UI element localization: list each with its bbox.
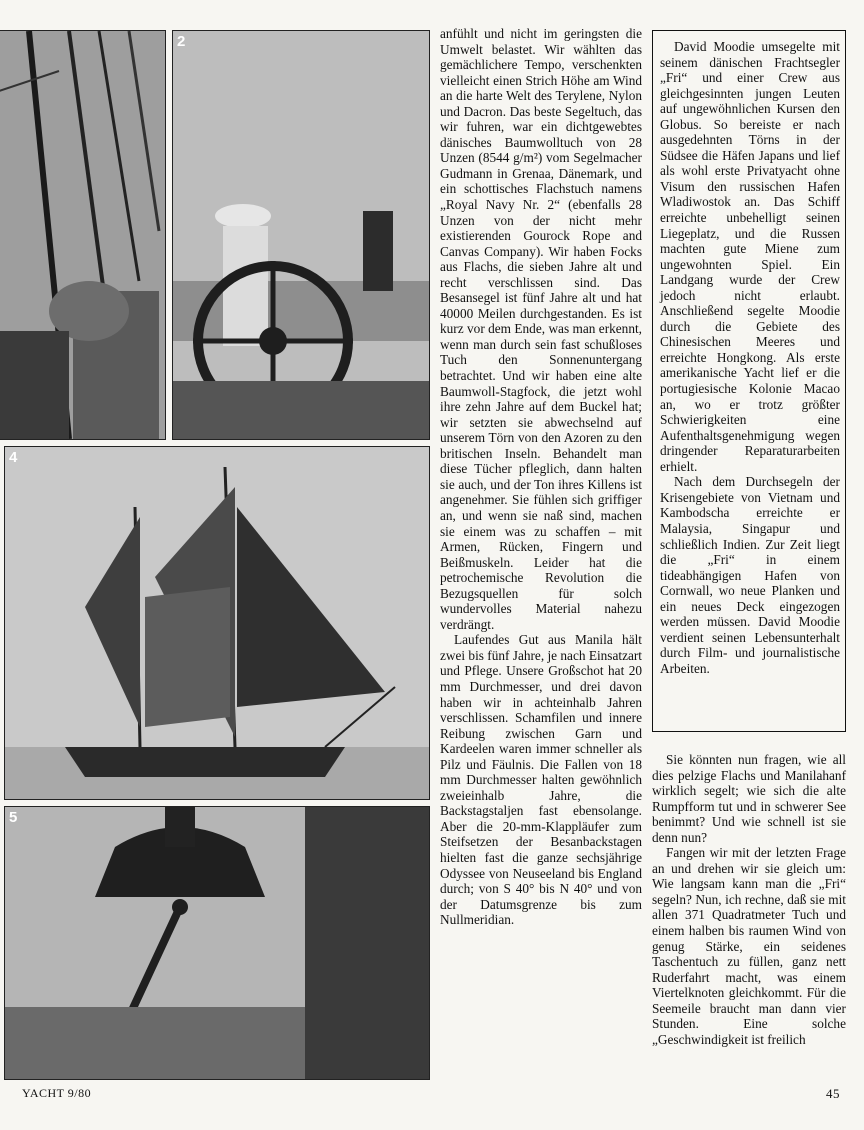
helmsman-illustration [173, 31, 429, 439]
photo-number: 2 [177, 33, 186, 50]
schooner-illustration [5, 447, 429, 799]
article-paragraph: anfühlt und nicht im geringsten die Umwelt belastet. Wir wählten das gemächlichere Tempo, verschenkten vielleicht einen Strich Höhe am Wind an die harte Welt des Terylene, Nylon und Dacron. Das beste Segeltuch, das wir fuhren, war ein dichtgewebtes dänisches Baumwolltuch von 28 Unzen (8544 g/m²) vom Segelmacher Gudmann in Grenaa, Dänemark, und ein schottisches Flachstuch namens „Royal Navy Nr. 2“ (ebenfalls 28 Unzen von der nicht mehr existierenden Gourock Rope and Canvas Company). Wir haben Focks aus Flachs, die sieben Jahre alt und recht verschlissen sind. Das Besansegel ist fünf Jahre alt und hat 40000 Meilen durchgestanden. Es ist kurz vor dem Ende, was man erkennt, wenn man durch sein fast schußloses Tuch den Sonnenuntergang betrachtet. Und wir haben eine alte Baumwoll-Stagfock, die jetzt wohl ihre zehn Jahre auf dem Buckel hat; wir setzten sie abwechselnd auf unserem Törn von den Azoren zu den britischen Inseln. Behandelt man diese Tücher pfleglich, dann halten sie auch, und der Ton ihres Killens ist angenehmer. Sie fühlen sich griffiger an, und wenn sie naß sind, machen sie einem was zu schaffen – mit Armen, Rücken, Fingern und Beißmuskeln. Leider hat die petrochemische Revolution die Bezugsquellen für solch wundervolles Material nahezu verdrängt. [440, 26, 642, 632]
photo-number: 4 [9, 449, 18, 466]
rigging-illustration [0, 31, 165, 439]
author-bio-box [652, 30, 846, 732]
photo-ships-bell [4, 806, 430, 1080]
article-paragraph: Laufendes Gut aus Manila hält zwei bis fünf Jahre, je nach Einsatzart und Pflege. Unsere Großschot hat 20 mm Durchmesser, und drei davon haben wir in achteinhalb Jahren verschlissen. Schamfilen und innere Reibung zwischen Garn und Kardeelen waren immer schneller als Pilz und Fäulnis. Die Fallen von 18 mm Durchmesser halten gewöhnlich zweieinhalb Jahre, die Backstagstaljen fast ebensolange. Aber die 20-mm-Klappläufer zum Steifsetzen der Besanbackstagen hielten fast die ganze sechsjährige Odyssee von Neuseeland bis England durch; von S 40° bis N 40° und von der Datumsgrenze bis zum Nullmeridian. [440, 632, 642, 928]
article-paragraph: Fangen wir mit der letzten Frage an und drehen wir sie gleich um: Wie langsam kann man die „Fri“ segeln? Nun, ich rechne, daß sie mit allen 371 Quadratmeter Tuch und einem halben bis raumen Wind von genug Stärke, ein seidenes Taschentuch zu füllen, ganz nett Ruderfahrt macht, was einem Viertelknoten gleichkommt. Für die Seemeile braucht man dann vier Stunden. Eine solche „Geschwindigkeit ist freilich [652, 845, 846, 1047]
author-bio-text [660, 39, 840, 676]
footer-page-number: 45 [826, 1086, 840, 1101]
footer-magazine: YACHT 9/80 [22, 1086, 92, 1100]
ships-bell-illustration [5, 807, 429, 1079]
article-column-middle [440, 26, 642, 928]
bio-paragraph: David Moodie umsegelte mit seinem dänischen Frachtsegler „Fri“ und einer Crew aus gleichgesinnten jungen Leuten auf ungewöhnlichen Kursen den Globus. So bereiste er nach ausgedehnten Törns in der Südsee die Häfen Japans und lief als wohl erste Privatyacht ohne Visum den russischen Hafen Wladiwostok an. Das Schiff erreichte unbehelligt seinen Liegeplatz, und die Russen machten gute Miene zum ungewohnten Spiel. Ein Landgang wurde der Crew jedoch nicht erlaubt. Anschließend segelte Moodie durch die Gebiete des Chinesischen Meeres und erreichte Hongkong. Als erste amerikanische Yacht lief er die portugiesische Kolonie Macao an, wo er trotz größter Schwierigkeiten eine Aufenthaltsgenehmigung wegen dringender Reparaturarbeiten erhielt. [660, 39, 840, 474]
photo-rigging [0, 30, 166, 440]
article-paragraph: Sie könnten nun fragen, wie all dies pelzige Flachs und Manilahanf wirklich segelt; wie sich die alte Rumpfform tut und in schwerer See benimmt? Und wie schnell ist sie denn nun? [652, 752, 846, 845]
photo-helmsman [172, 30, 430, 440]
bio-paragraph: Nach dem Durchsegeln der Krisengebiete von Vietnam und Kambodscha erreichte er Malaysia, Singapur und schließlich Indien. Zur Zeit liegt die „Fri“ in einem tideabhängigen Hafen von Cornwall, wo neue Planken und ein neues Deck eingezogen werden müssen. David Moodie verdient seinen Lebensunterhalt durch Film- und journalistische Arbeiten. [660, 474, 840, 676]
article-column-right [652, 752, 846, 1047]
photo-schooner [4, 446, 430, 800]
photo-number: 5 [9, 809, 18, 826]
